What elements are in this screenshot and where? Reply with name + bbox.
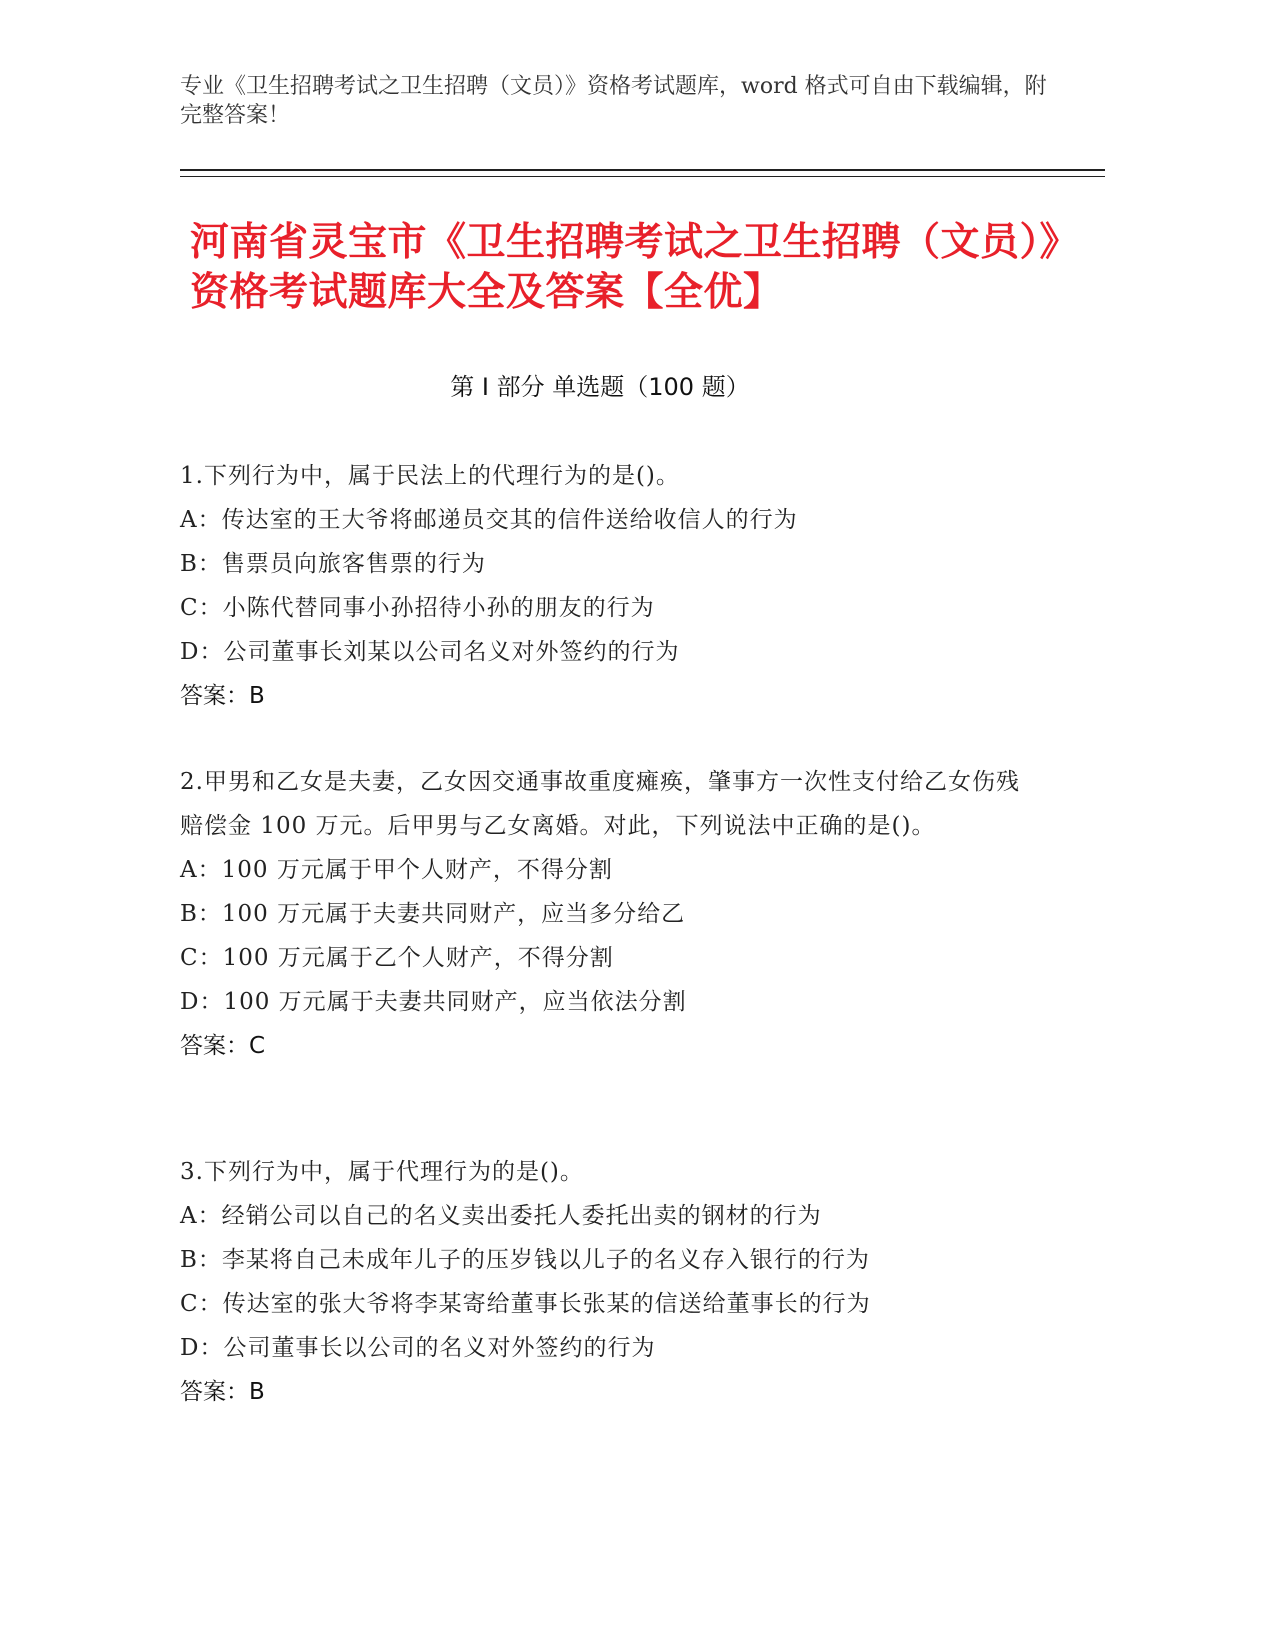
section-title: 第 I 部分 单选题（100 题）: [450, 373, 750, 401]
option-c: C：100 万元属于乙个人财产，不得分割: [180, 945, 614, 971]
header-note: 专业《卫生招聘考试之卫生招聘（文员）》资格考试题库，word 格式可自由下载编辑，附完整答案！: [180, 74, 1047, 128]
question-2: [180, 760, 1040, 1068]
option-d: D：公司董事长刘某以公司名义对外签约的行为: [180, 639, 680, 665]
question-1: [180, 454, 1040, 718]
header-rule-thick: [180, 169, 1105, 171]
answer: 答案：B: [180, 683, 265, 709]
option-d: D：公司董事长以公司的名义对外签约的行为: [180, 1335, 656, 1361]
question-stem: 3.下列行为中，属于代理行为的是()。: [180, 1159, 584, 1185]
answer: 答案：C: [180, 1033, 266, 1059]
option-b: B：售票员向旅客售票的行为: [180, 551, 486, 577]
option-c: C：传达室的张大爷将李某寄给董事长张某的信送给董事长的行为: [180, 1291, 871, 1317]
answer: 答案：B: [180, 1379, 265, 1405]
document-title: 河南省灵宝市《卫生招聘考试之卫生招聘（文员）》资格考试题库大全及答案【全优】: [190, 220, 1080, 315]
option-a: A：传达室的王大爷将邮递员交其的信件送给收信人的行为: [180, 507, 798, 533]
question-3: [180, 1150, 1040, 1414]
header-rule-thin: [180, 176, 1105, 177]
option-a: A：100 万元属于甲个人财产，不得分割: [180, 857, 613, 883]
option-b: B：100 万元属于夫妻共同财产，应当多分给乙: [180, 901, 686, 927]
option-d: D：100 万元属于夫妻共同财产，应当依法分割: [180, 989, 687, 1015]
option-b: B：李某将自己未成年儿子的压岁钱以儿子的名义存入银行的行为: [180, 1247, 870, 1273]
question-stem: 2.甲男和乙女是夫妻，乙女因交通事故重度瘫痪，肇事方一次性支付给乙女伤残赔偿金 100 万元。后甲男与乙女离婚。对此，下列说法中正确的是()。: [180, 769, 1020, 839]
option-c: C：小陈代替同事小孙招待小孙的朋友的行为: [180, 595, 655, 621]
option-a: A：经销公司以自己的名义卖出委托人委托出卖的钢材的行为: [180, 1203, 822, 1229]
question-stem: 1.下列行为中，属于民法上的代理行为的是()。: [180, 463, 680, 489]
